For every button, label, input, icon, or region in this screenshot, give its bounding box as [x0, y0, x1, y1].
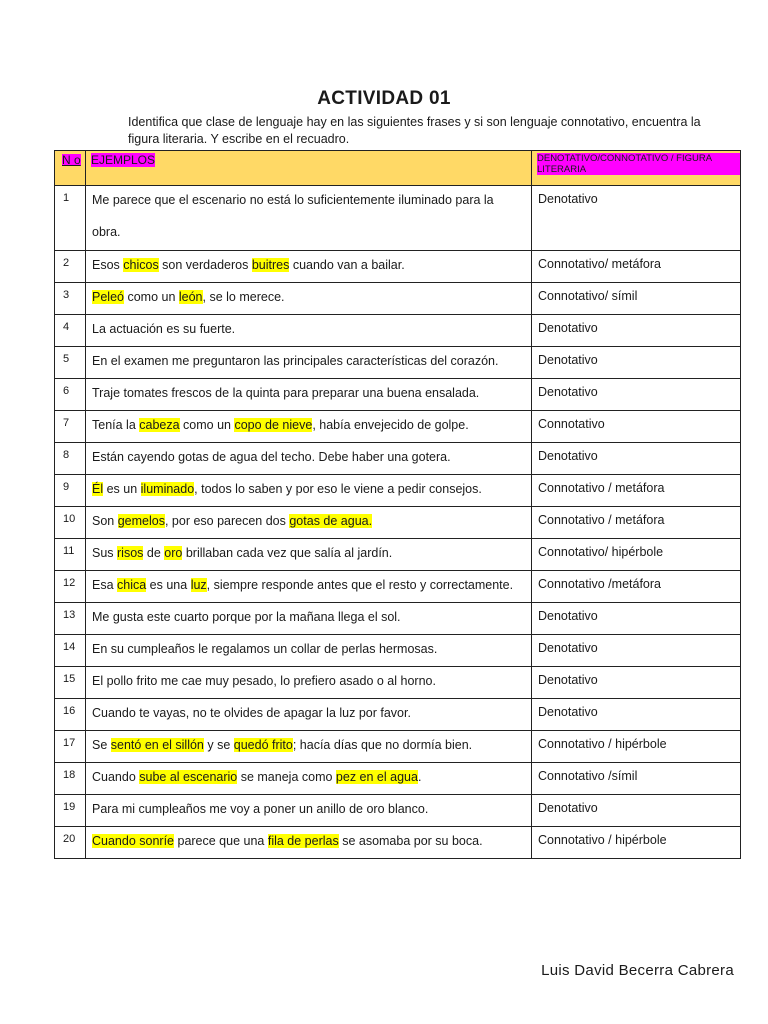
type-cell: [532, 571, 741, 603]
table-row: [55, 443, 741, 475]
type-cell: [532, 539, 741, 571]
sentence-fragment: .: [417, 770, 422, 784]
sentence-fragment: , siempre responde antes que el resto y correctamente.: [206, 578, 514, 592]
row-number-cell: [55, 539, 86, 571]
row-number: 18: [63, 769, 76, 781]
author-signature: Luis David Becerra Cabrera: [541, 962, 734, 979]
example-sentence: [86, 309, 531, 345]
example-sentence: [86, 437, 531, 473]
sentence-fragment: se asomaba por su boca.: [338, 834, 483, 848]
example-cell: [86, 475, 532, 507]
type-cell: [532, 667, 741, 699]
row-number-cell: [55, 795, 86, 827]
table-row: [55, 699, 741, 731]
table-row: [55, 827, 741, 859]
header-examples-label: EJEMPLOS: [91, 153, 156, 167]
header-number-cell: [55, 151, 86, 186]
language-type: Connotativo/ símil: [538, 289, 638, 303]
type-cell: [532, 347, 741, 379]
header-type-label: DENOTATIVO/CONNOTATIVO / FIGURA LITERARIA: [537, 153, 740, 175]
highlighted-phrase: Él: [92, 482, 104, 496]
example-sentence: [86, 661, 531, 697]
row-number-cell: [55, 411, 86, 443]
activity-table: [54, 150, 741, 859]
row-number: 8: [63, 449, 70, 461]
row-number: 12: [63, 577, 76, 589]
table-row: [55, 186, 741, 251]
table-row: [55, 347, 741, 379]
sentence-fragment: , por eso parecen dos: [164, 514, 290, 528]
row-number: 9: [63, 481, 70, 493]
table-row: [55, 475, 741, 507]
example-cell: [86, 347, 532, 379]
language-type: Denotativo: [538, 801, 598, 815]
sentence-fragment: brillaban cada vez que salía al jardín.: [182, 546, 393, 560]
table-row: [55, 667, 741, 699]
sentence-fragment: se maneja como: [237, 770, 336, 784]
row-number-cell: [55, 827, 86, 859]
table-row: [55, 763, 741, 795]
example-sentence: [86, 501, 531, 537]
example-sentence: [86, 597, 531, 633]
example-cell: [86, 827, 532, 859]
language-type: Denotativo: [538, 321, 598, 335]
sentence-fragment: , había envejecido de golpe.: [312, 418, 469, 432]
row-number-cell: [55, 507, 86, 539]
sentence-fragment: Se: [92, 738, 111, 752]
language-type: Connotativo/ metáfora: [538, 257, 661, 271]
sentence-fragment: es una: [146, 578, 191, 592]
example-sentence: [86, 469, 531, 505]
highlighted-phrase: buitres: [251, 258, 290, 272]
header-number-label: N o: [62, 153, 81, 167]
language-type: Denotativo: [538, 353, 598, 367]
row-number: 4: [63, 321, 70, 333]
row-number: 13: [63, 609, 76, 621]
highlighted-phrase: pez en el agua: [335, 770, 418, 784]
sentence-fragment: La actuación es su fuerte.: [92, 322, 236, 336]
sentence-fragment: Esa: [92, 578, 118, 592]
row-number-cell: [55, 251, 86, 283]
table-row: [55, 411, 741, 443]
example-sentence: [86, 757, 531, 793]
type-cell: [532, 795, 741, 827]
highlighted-phrase: sentó en el sillón: [110, 738, 204, 752]
sentence-fragment: Cuando te vayas, no te olvides de apagar la luz por favor.: [92, 706, 411, 720]
row-number-cell: [55, 283, 86, 315]
sentence-fragment: El pollo frito me cae muy pesado, lo prefiero asado o al horno.: [92, 674, 436, 688]
sentence-fragment: Son: [92, 514, 118, 528]
language-type: Connotativo: [538, 417, 605, 431]
example-cell: [86, 186, 532, 251]
example-sentence: [86, 565, 531, 601]
highlighted-phrase: león: [178, 290, 203, 304]
language-type: Connotativo /símil: [538, 769, 638, 783]
example-sentence: [86, 180, 531, 248]
example-sentence: [86, 629, 531, 665]
highlighted-phrase: copo de nieve: [234, 418, 313, 432]
row-number-cell: [55, 379, 86, 411]
example-cell: [86, 731, 532, 763]
example-sentence: [86, 405, 531, 441]
language-type: Denotativo: [538, 385, 598, 399]
type-cell: [532, 251, 741, 283]
example-sentence: [86, 277, 531, 313]
type-cell: [532, 379, 741, 411]
row-number: 16: [63, 705, 76, 717]
table-row: [55, 731, 741, 763]
example-sentence: [86, 789, 531, 825]
row-number: 3: [63, 289, 70, 301]
example-sentence: [86, 821, 531, 857]
row-number: 17: [63, 737, 76, 749]
sentence-fragment: de: [143, 546, 165, 560]
language-type: Denotativo: [538, 641, 598, 655]
row-number: 14: [63, 641, 76, 653]
row-number: 20: [63, 833, 76, 845]
sentence-fragment: cuando van a bailar.: [289, 258, 405, 272]
highlighted-phrase: chica: [117, 578, 147, 592]
type-cell: [532, 443, 741, 475]
example-sentence: [86, 533, 531, 569]
sentence-fragment: es un: [103, 482, 141, 496]
highlighted-phrase: fila de perlas: [267, 834, 339, 848]
type-cell: [532, 283, 741, 315]
type-cell: [532, 186, 741, 251]
sentence-fragment: Esos: [92, 258, 124, 272]
table-row: [55, 635, 741, 667]
sentence-fragment: Sus: [92, 546, 118, 560]
sentence-fragment: y se: [203, 738, 234, 752]
sentence-fragment: En el examen me preguntaron las principales características del corazón.: [92, 354, 499, 368]
highlighted-phrase: gemelos: [117, 514, 165, 528]
type-cell: [532, 507, 741, 539]
sentence-fragment: Traje tomates frescos de la quinta para preparar una buena ensalada.: [92, 386, 480, 400]
row-number-cell: [55, 763, 86, 795]
row-number-cell: [55, 667, 86, 699]
language-type: Denotativo: [538, 705, 598, 719]
highlighted-phrase: risos: [117, 546, 144, 560]
language-type: Connotativo /metáfora: [538, 577, 661, 591]
sentence-fragment: son verdaderos: [158, 258, 252, 272]
type-cell: [532, 731, 741, 763]
row-number: 6: [63, 385, 70, 397]
table-row: [55, 603, 741, 635]
row-number: 10: [63, 513, 76, 525]
row-number-cell: [55, 699, 86, 731]
language-type: Denotativo: [538, 449, 598, 463]
type-cell: [532, 475, 741, 507]
sentence-fragment: , todos lo saben y por eso le viene a pedir consejos.: [194, 482, 482, 496]
table-row: [55, 251, 741, 283]
highlighted-phrase: luz: [190, 578, 207, 592]
example-sentence: [86, 373, 531, 409]
sentence-fragment: Cuando: [92, 770, 140, 784]
row-number-cell: [55, 571, 86, 603]
page-title: ACTIVIDAD 01: [317, 88, 451, 109]
row-number: 11: [63, 545, 75, 557]
row-number-cell: [55, 186, 86, 251]
highlighted-phrase: gotas de agua.: [289, 514, 373, 528]
row-number: 2: [63, 257, 70, 269]
language-type: Connotativo/ hipérbole: [538, 545, 664, 559]
highlighted-phrase: cabeza: [139, 418, 180, 432]
row-number-cell: [55, 635, 86, 667]
example-cell: [86, 411, 532, 443]
table-body: [55, 186, 741, 859]
highlighted-phrase: sube al escenario: [139, 770, 238, 784]
sentence-fragment: Para mi cumpleaños me voy a poner un anillo de oro blanco.: [92, 802, 429, 816]
language-type: Denotativo: [538, 673, 598, 687]
type-cell: [532, 315, 741, 347]
type-cell: [532, 763, 741, 795]
example-sentence: [86, 725, 531, 761]
example-sentence: [86, 341, 531, 377]
highlighted-phrase: iluminado: [140, 482, 195, 496]
sentence-fragment: Tenía la: [92, 418, 140, 432]
row-number: 19: [63, 801, 76, 813]
table-row: [55, 379, 741, 411]
row-number: 15: [63, 673, 76, 685]
example-cell: [86, 571, 532, 603]
row-number: 7: [63, 417, 70, 429]
language-type: Connotativo / hipérbole: [538, 833, 667, 847]
example-sentence: [86, 693, 531, 729]
row-number-cell: [55, 315, 86, 347]
table-row: [55, 795, 741, 827]
type-cell: [532, 603, 741, 635]
row-number-cell: [55, 443, 86, 475]
sentence-fragment: parece que una: [174, 834, 268, 848]
row-number: 5: [63, 353, 70, 365]
sentence-fragment: En su cumpleaños le regalamos un collar de perlas hermosas.: [92, 642, 438, 656]
sentence-fragment: Están cayendo gotas de agua del techo. Debe haber una gotera.: [92, 450, 451, 464]
instructions-text: Identifica que clase de lenguaje hay en las siguientes frases y si son lenguaje connotativo, encuentra la figura literaria. Y escribe en el recuadro.: [128, 115, 701, 146]
example-sentence: [86, 245, 531, 281]
sentence-fragment: Me gusta este cuarto porque por la mañana llega el sol.: [92, 610, 401, 624]
type-cell: [532, 635, 741, 667]
row-number-cell: [55, 347, 86, 379]
sentence-fragment: como un: [179, 418, 235, 432]
highlighted-phrase: chicos: [123, 258, 159, 272]
header-type-cell: [532, 151, 741, 186]
sentence-fragment: Me parece que el escenario no está lo suficientemente iluminado para la obra.: [92, 193, 494, 239]
type-cell: [532, 827, 741, 859]
row-number-cell: [55, 475, 86, 507]
language-type: Denotativo: [538, 609, 598, 623]
highlighted-phrase: oro: [164, 546, 183, 560]
sentence-fragment: , se lo merece.: [202, 290, 285, 304]
highlighted-phrase: Cuando sonríe: [92, 834, 175, 848]
row-number-cell: [55, 731, 86, 763]
language-type: Connotativo / metáfora: [538, 513, 665, 527]
highlighted-phrase: quedó frito: [233, 738, 293, 752]
sentence-fragment: ; hacía días que no dormía bien.: [292, 738, 473, 752]
example-cell: [86, 379, 532, 411]
language-type: Connotativo / hipérbole: [538, 737, 667, 751]
sentence-fragment: como un: [123, 290, 179, 304]
language-type: Connotativo / metáfora: [538, 481, 665, 495]
table-row: [55, 571, 741, 603]
row-number: 1: [63, 192, 70, 204]
language-type: Denotativo: [538, 192, 598, 206]
highlighted-phrase: Peleó: [92, 290, 124, 304]
row-number-cell: [55, 603, 86, 635]
type-cell: [532, 411, 741, 443]
type-cell: [532, 699, 741, 731]
